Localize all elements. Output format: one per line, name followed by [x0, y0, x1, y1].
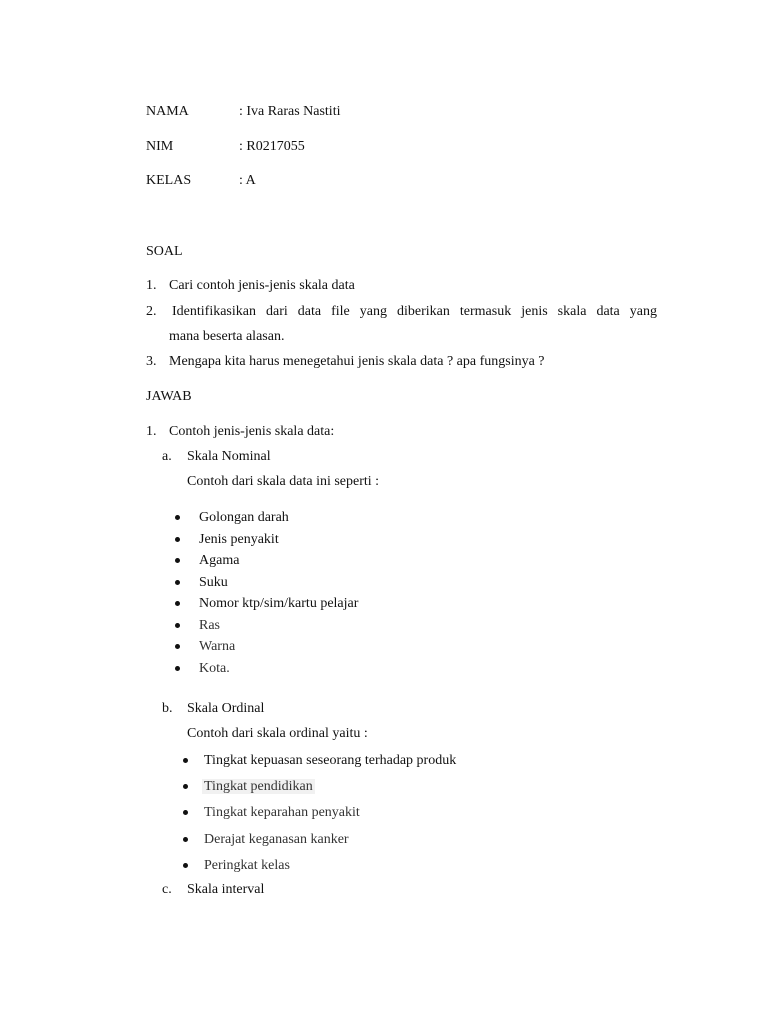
nama-label: NAMA [146, 104, 189, 119]
list-item: Tingkat keparahan penyakit [204, 805, 360, 820]
list-item: Jenis penyakit [199, 532, 279, 547]
kelas-label: KELAS [146, 173, 192, 188]
bullet-dot-icon [175, 580, 180, 585]
soal-item-3-text: Mengapa kita harus menegetahui jenis skala data ? apa fungsinya ? [169, 354, 545, 369]
list-item: Nomor ktp/sim/kartu pelajar [199, 596, 359, 611]
nominal-title: Skala Nominal [187, 449, 271, 464]
list-item: Golongan darah [199, 510, 289, 525]
interval-letter: c. [162, 882, 172, 897]
bullet-dot-icon [175, 601, 180, 606]
bullet-dot-icon [183, 837, 188, 842]
list-item: Suku [199, 575, 228, 590]
kelas-value: : A [239, 173, 256, 188]
highlighted-text: Tingkat pendidikan [204, 779, 313, 794]
soal-heading: SOAL [146, 244, 183, 259]
nama-value: : Iva Raras Nastiti [239, 104, 341, 119]
soal-item-1-num: 1. [146, 278, 157, 293]
nominal-intro: Contoh dari skala data ini seperti : [187, 474, 380, 489]
list-item [202, 778, 315, 796]
ordinal-title: Skala Ordinal [187, 701, 265, 716]
bullet-dot-icon [175, 558, 180, 563]
bullet-dot-icon [183, 863, 188, 868]
list-item: Peringkat kelas [204, 858, 290, 873]
bullet-dot-icon [183, 758, 188, 763]
soal-item-2-num: 2. [146, 304, 157, 319]
list-item: Agama [199, 553, 240, 568]
jawab-heading: JAWAB [146, 389, 192, 404]
bullet-dot-icon [175, 515, 180, 520]
jawab-item-1-text: Contoh jenis-jenis skala data: [169, 424, 335, 439]
bullet-dot-icon [175, 666, 180, 671]
nominal-letter: a. [162, 449, 172, 464]
list-item: Ras [199, 618, 220, 633]
bullet-dot-icon [175, 623, 180, 628]
ordinal-intro: Contoh dari skala ordinal yaitu : [187, 726, 368, 741]
interval-title: Skala interval [187, 882, 265, 897]
list-item: Derajat keganasan kanker [204, 832, 349, 847]
list-item: Warna [199, 639, 236, 654]
nim-value: : R0217055 [239, 139, 305, 154]
soal-item-1-text: Cari contoh jenis-jenis skala data [169, 278, 355, 293]
bullet-dot-icon [183, 784, 188, 789]
nim-label: NIM [146, 139, 174, 154]
bullet-dot-icon [183, 810, 188, 815]
jawab-item-1-num: 1. [146, 424, 157, 439]
ordinal-letter: b. [162, 701, 173, 716]
soal-item-2-line2: mana beserta alasan. [169, 329, 285, 344]
list-item: Tingkat kepuasan seseorang terhadap produk [204, 753, 457, 768]
bullet-dot-icon [175, 644, 180, 649]
soal-item-2-line1: Identifikasikan dari data file yang diberikan termasuk jenis skala data yang [172, 304, 657, 319]
soal-item-3-num: 3. [146, 354, 157, 369]
bullet-dot-icon [175, 537, 180, 542]
list-item: Kota. [199, 661, 230, 676]
